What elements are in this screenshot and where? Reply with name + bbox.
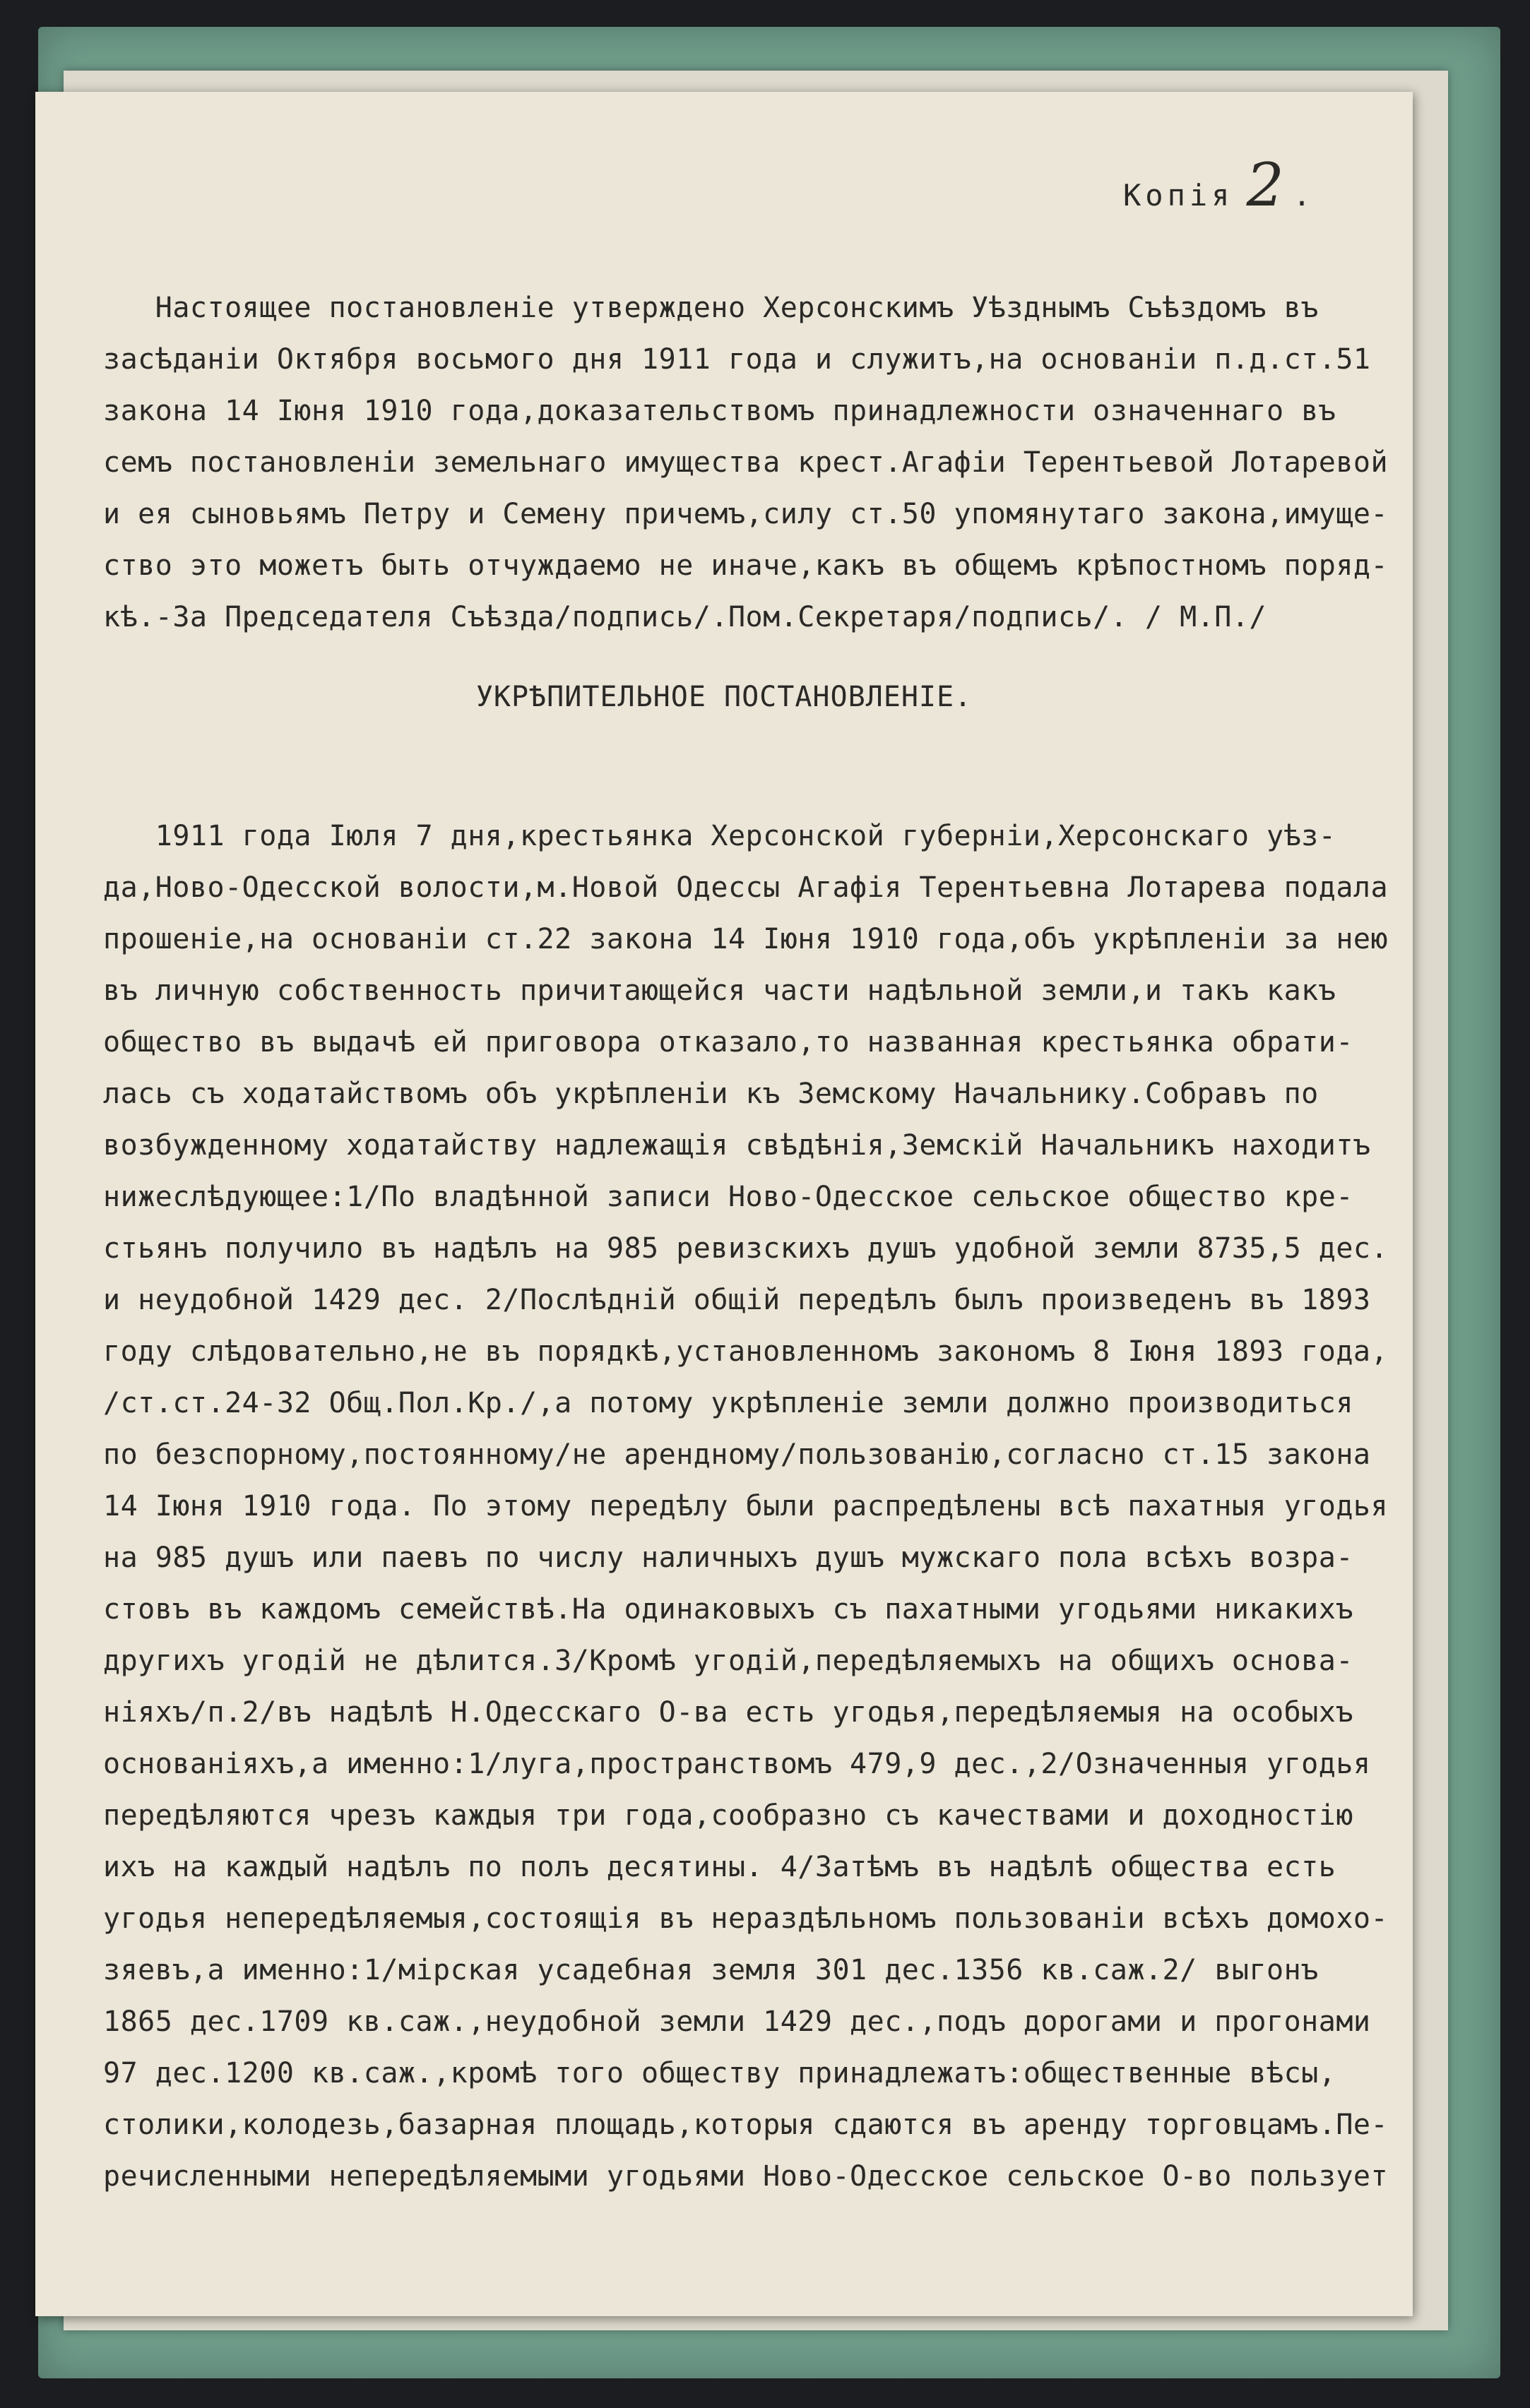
text-line: общество въ выдачѣ ей приговора отказало,то названная крестьянка обрати-	[103, 1026, 1353, 1059]
text-line: другихъ угодій не дѣлится.3/Кромѣ угодій,передѣляемыхъ на общихъ основа-	[103, 1645, 1353, 1677]
text-line: 14 Іюня 1910 года. По этому передѣлу были распредѣлены всѣ пахатныя угодья	[103, 1490, 1389, 1522]
text-line: въ личную собственность причитающейся части надѣльной земли,и такъ какъ	[103, 974, 1336, 1007]
text-line: 1911 года Іюля 7 дня,крестьянка Херсонской губерніи,Херсонскаго уѣз-	[103, 820, 1336, 852]
text-line: и неудобной 1429 дес. 2/Послѣдній общій передѣлъ былъ произведенъ въ 1893	[103, 1284, 1371, 1316]
text-line: засѣданіи Октября восьмого дня 1911 года и служитъ,на основаніи п.д.ст.51	[103, 343, 1371, 376]
certification-paragraph	[103, 282, 1424, 643]
text-line: да,Ново-Одесской волости,м.Новой Одессы Агафія Терентьевна Лотарева подала	[103, 871, 1389, 904]
text-line: кѣ.-За Председателя Съѣзда/подпись/.Пом.Секретаря/подпись/. / М.П./	[103, 601, 1267, 633]
text-line: угодья непередѣляемыя,состоящія въ нераздѣльномъ пользованіи всѣхъ домохо-	[103, 1902, 1389, 1935]
copy-dot: .	[1293, 178, 1312, 213]
text-line: по безспорному,постоянному/не арендному/пользованію,согласно ст.15 закона	[103, 1438, 1371, 1471]
text-line: передѣляются чрезъ каждыя три года,сообразно съ качествами и доходностію	[103, 1799, 1353, 1832]
text-line: лась съ ходатайствомъ объ укрѣпленіи къ Земскому Начальнику.Собравъ по	[103, 1078, 1319, 1110]
text-line: 97 дес.1200 кв.саж.,кромѣ того обществу принадлежатъ:общественные вѣсы,	[103, 2057, 1336, 2090]
text-line: /ст.ст.24-32 Общ.Пол.Кр./,а потому укрѣпленіе земли должно производиться	[103, 1387, 1353, 1419]
text-line: основаніяхъ,а именно:1/луга,пространствомъ 479,9 дес.,2/Означенныя угодья	[103, 1748, 1371, 1780]
text-line: закона 14 Іюня 1910 года,доказательствомъ принадлежности означеннаго въ	[103, 395, 1336, 427]
text-line: речисленными непередѣляемыми угодьями Ново-Одесское сельское О-во пользует	[103, 2160, 1389, 2193]
text-line: столики,колодезь,базарная площадь,которыя сдаются въ аренду торговцамъ.Пе-	[103, 2109, 1389, 2141]
text-line: на 985 душъ или паевъ по числу наличныхъ душъ мужскаго пола всѣхъ возра-	[103, 1542, 1353, 1574]
text-line: семъ постановленіи земельнаго имущества крест.Агафіи Терентьевой Лотаревой	[103, 446, 1389, 479]
document-page	[35, 92, 1413, 2316]
text-line: возбужденному ходатайству надлежащія свѣдѣнія,Земскій Начальникъ находитъ	[103, 1129, 1371, 1162]
text-line: и ея сыновьямъ Петру и Семену причемъ,силу ст.50 упомянутаго закона,имуще-	[103, 498, 1389, 530]
document-heading: УКРѢПИТЕЛЬНОЕ ПОСТАНОВЛЕНІЕ.	[475, 681, 973, 713]
text-line: Настоящее постановленіе утверждено Херсонскимъ Уѣзднымъ Съѣздомъ въ	[103, 292, 1319, 324]
text-line: году слѣдовательно,не въ порядкѣ,установленномъ закономъ 8 Іюня 1893 года,	[103, 1335, 1389, 1368]
text-line: зяевъ,а именно:1/мірская усадебная земля 301 дес.1356 кв.саж.2/ выгонъ	[103, 1954, 1319, 1986]
text-line: нижеслѣдующее:1/По владѣнной записи Ново-Одесское сельское общество кре-	[103, 1181, 1353, 1213]
copy-word: Копія	[1123, 178, 1234, 213]
text-line: стовъ въ каждомъ семействѣ.На одинаковыхъ съ пахатными угодьями никакихъ	[103, 1593, 1353, 1626]
text-line: ство это можетъ быть отчуждаемо не иначе,какъ въ общемъ крѣпостномъ поряд-	[103, 549, 1389, 582]
copy-number-handwritten: 2	[1246, 150, 1285, 220]
text-line: стьянъ получило въ надѣлъ на 985 ревизскихъ душъ удобной земли 8735,5 дес.	[103, 1232, 1389, 1265]
text-line: 1865 дес.1709 кв.саж.,неудобной земли 1429 дес.,подъ дорогами и прогонами	[103, 2005, 1371, 2038]
text-line: ніяхъ/п.2/въ надѣлѣ Н.Одесскаго О-ва есть угодья,передѣляемыя на особыхъ	[103, 1696, 1353, 1729]
copy-mark	[1123, 150, 1312, 220]
text-line: ихъ на каждый надѣлъ по полъ десятины. 4/Затѣмъ въ надѣлѣ общества есть	[103, 1851, 1336, 1883]
body-paragraph	[103, 811, 1424, 2203]
text-line: прошеніе,на основаніи ст.22 закона 14 Іюня 1910 года,объ укрѣпленіи за нею	[103, 923, 1389, 955]
